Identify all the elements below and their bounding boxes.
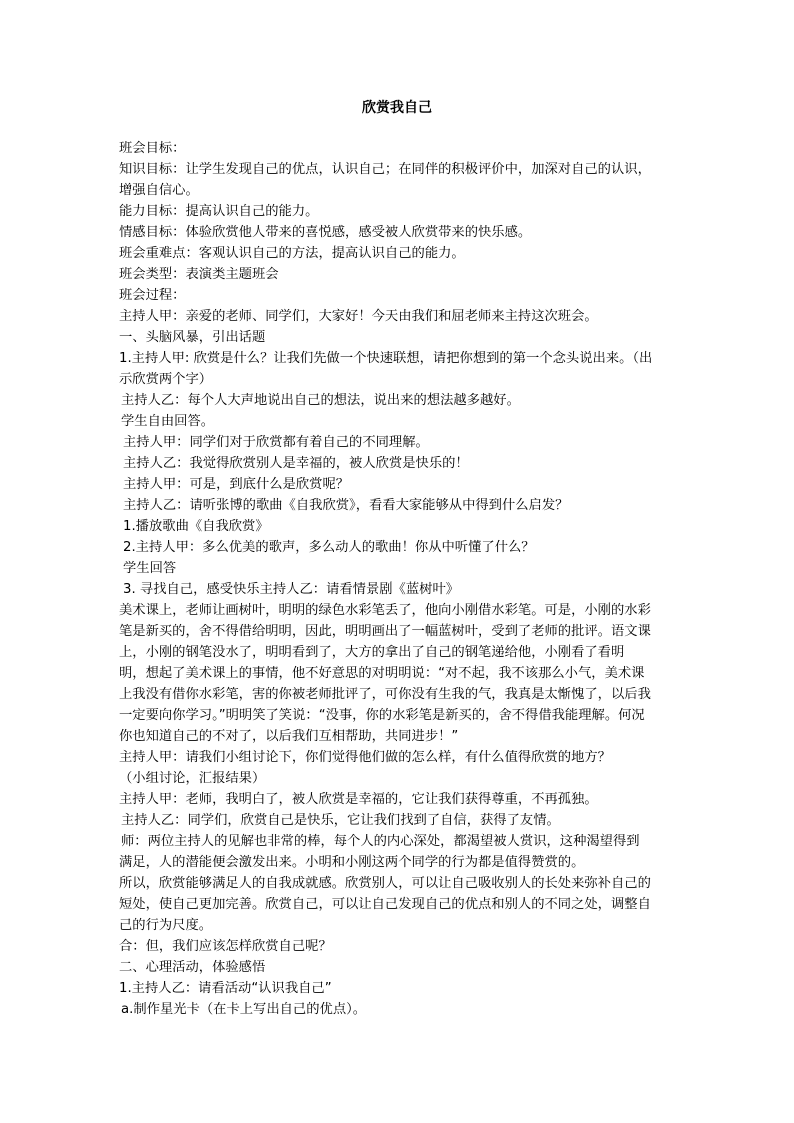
text-line: 情感目标：体验欣赏他人带来的喜悦感，感受被人欣赏带来的快乐感。	[119, 225, 532, 240]
text-line: 示欣赏两个字）	[119, 372, 213, 387]
text-line: 己的行为尺度。	[119, 918, 213, 933]
text-line: 美术课上，老师让画树叶，明明的绿色水彩笔丢了，他向小刚借水彩笔。可是，小刚的水彩	[119, 603, 651, 618]
text-line: 师：两位主持人的见解也非常的棒，每个人的内心深处，都渴望被人赏识，这种渴望得到	[121, 834, 640, 849]
text-line: 上我没有借你水彩笔，害的你被老师批评了，可你没有生我的气，我真是太惭愧了，以后我	[119, 687, 651, 702]
text-line: 明，想起了美术课上的事情，他不好意思的对明明说：“对不起，我不该那么小气，美术课	[119, 666, 645, 681]
text-line: 能力目标：提高认识自己的能力。	[119, 204, 319, 219]
text-line: 主持人乙：我觉得欣赏别人是幸福的，被人欣赏是快乐的！	[123, 456, 469, 471]
text-line: （小组讨论，汇报结果）	[119, 771, 266, 786]
text-line: 上，小刚的钢笔没水了，明明看到了，大方的拿出了自己的钢笔递给他，小刚看了看明	[119, 645, 625, 660]
text-line: a.制作星光卡（在卡上写出自己的优点）。	[121, 1002, 367, 1017]
text-line: 1.主持人甲: 欣赏是什么？让我们先做一个快速联想，请把你想到的第一个念头说出来。（出	[119, 351, 653, 366]
text-line: 3. 寻找自己，感受快乐主持人乙：请看情景剧《蓝树叶》	[123, 582, 460, 597]
text-line: 学生自由回答。	[121, 414, 215, 429]
text-line: 短处，使自己更加完善。欣赏自己，可以让自己发现自己的优点和别人的不同之处，调整自	[119, 897, 651, 912]
document-title: 欣赏我自己	[362, 100, 432, 116]
section-heading: 二、心理活动，体验感悟	[119, 960, 266, 975]
text-line: 1.主持人乙：请看活动“认识我自己”	[119, 981, 332, 996]
text-line: 主持人甲：亲爱的老师、同学们，大家好！今天由我们和屈老师来主持这次班会。	[119, 309, 598, 324]
text-line: 主持人甲：请我们小组讨论下，你们觉得他们做的怎么样，有什么值得欣赏的地方？	[119, 750, 611, 765]
text-line: 知识目标：让学生发现自己的优点，认识自己；在同伴的积极评价中，加深对自己的认识，	[119, 162, 651, 177]
text-line: 班会类型：表演类主题班会	[119, 267, 279, 282]
text-line: 所以，欣赏能够满足人的自我成就感。欣赏别人，可以让自己吸收别人的长处来弥补自己的	[119, 876, 651, 891]
text-line: 2.主持人甲：多么优美的歌声，多么动人的歌曲！你从中听懂了什么？	[123, 540, 535, 555]
text-line: 满足，人的潜能便会激发出来。小明和小刚这两个同学的行为都是值得赞赏的。	[119, 855, 585, 870]
text-line: 合：但，我们应该怎样欣赏自己呢？	[119, 939, 332, 954]
section-heading: 一、头脑风暴，引出话题	[119, 330, 266, 345]
text-line: 增强自信心。	[119, 183, 199, 198]
text-line: 班会重难点：客观认识自己的方法，提高认识自己的能力。	[119, 246, 465, 261]
text-line: 主持人乙：请听张博的歌曲《自我欣赏》，看看大家能够从中得到什么启发？	[123, 498, 569, 513]
text-line: 班会过程：	[119, 288, 186, 303]
text-line: 一定要向你学习。”明明笑了笑说：“没事，你的水彩笔是新买的，舍不得借我能理解。何况	[119, 708, 645, 723]
text-line: 学生回答	[123, 561, 177, 576]
text-line: 你也知道自己的不对了，以后我们互相帮助，共同进步！”	[119, 729, 459, 744]
text-line: 主持人乙：同学们，欣赏自己是快乐，它让我们找到了自信，获得了友情。	[121, 813, 560, 828]
text-line: 班会目标：	[119, 141, 186, 156]
text-line: 主持人甲：老师，我明白了，被人欣赏是幸福的，它让我们获得尊重，不再孤独。	[119, 792, 598, 807]
text-line: 主持人乙：每个人大声地说出自己的想法，说出来的想法越多越好。	[121, 393, 520, 408]
text-line: 主持人甲：可是，到底什么是欣赏呢？	[123, 477, 350, 492]
text-line: 笔是新买的，舍不得借给明明，因此，明明画出了一幅蓝树叶，受到了老师的批评。语文课	[119, 624, 651, 639]
text-line: 主持人甲：同学们对于欣赏都有着自己的不同理解。	[123, 435, 429, 450]
text-line: 1.播放歌曲《自我欣赏》	[123, 519, 269, 534]
